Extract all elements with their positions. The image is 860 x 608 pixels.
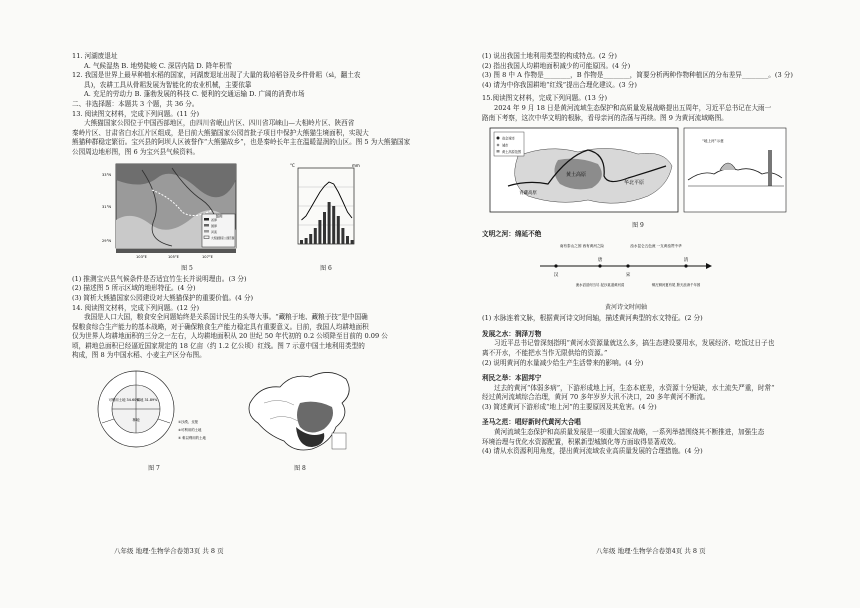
right-page <box>482 52 812 457</box>
q14-figures <box>94 363 424 473</box>
legend-title: 图例 <box>215 214 223 219</box>
yellow-river-map <box>488 126 788 216</box>
q14-text: 仅为世界人均耕地面积的三分之一左右，人均耕地面积从 20 世纪 50 年代初的 0.2 公顷降至目前的 0.09 公 <box>72 332 388 341</box>
q13-sub: (1) 推测宝兴县气候条件是否适宜竹生长并说明理由。(3 分) <box>72 274 247 283</box>
lon-label: 107°E <box>202 254 213 259</box>
q13-text: 大熊猫国家公园位于中国西部地区，由四川省岷山片区、四川省邛崃山—大相岭片区、陕西省 <box>84 119 355 128</box>
legend-item: 河流 <box>211 229 218 234</box>
timeline-bottom: 流水滔滔何当尽 泥沙莫道黄河清 <box>575 282 625 287</box>
q15-sub4: (4) 请从水资源利用角度，提出黄河流域农业高质量发展的合理措施。(4 分) <box>482 447 703 456</box>
section-develop: 发展之水：润泽万物 <box>482 329 542 338</box>
section-heading: 二、非选择题：本题共 3 个题，共 36 分。 <box>72 99 199 108</box>
climate-chart <box>286 160 366 260</box>
benefit-text: 过去的黄河“体弱多病”，下游形成地上河，生态本底差，水资源十分短缺，水土流失严重，时常“ <box>494 383 775 392</box>
figure-8-caption: 图 8 <box>294 464 306 472</box>
q13-sub: (3) 简析大熊猫国家公园建设对大熊猫保护的重要价值。(4 分) <box>72 293 254 302</box>
section-benefit: 利民之举：本固邦宁 <box>482 374 542 383</box>
temp-unit: °C <box>290 162 295 168</box>
q15-sub2: (2) 说明黄河的水量减少给生产生活带来的影响。(4 分) <box>482 358 644 367</box>
lat-label: 31°N <box>102 204 112 209</box>
legend-item: 大熊猫国家公园范围 <box>211 236 235 240</box>
q15-sub3: (3) 简述黄河下游形成“地上河”的主要原因及其危害。(4 分) <box>482 402 657 411</box>
q12-options: A. 充足的劳动力 B. 蓬勃发展的科技 C. 便利的交通运输 D. 广阔的消费市场 <box>84 90 305 99</box>
q14-title: 14. 阅读图文材料，完成下列问题。(12 分) <box>72 303 200 312</box>
timeline-bottom: 铜瓦铜河夏有尾 掀天浪涛千年固 <box>651 282 701 287</box>
q13-figures <box>102 160 424 274</box>
figure-5-caption: 图 5 <box>181 265 193 273</box>
develop-text: 习近平总书记曾深刻指明“黄河水资源量就这么多，搞生态建设要用水，发展经济、吃饭过日子也 <box>494 339 775 348</box>
q13-text: 秦岭片区、甘肃省白水江片区组成，是目前大熊猫国家公园首批子项目中保护大熊猫生境面积，实现大 <box>72 128 369 137</box>
figure-6-caption: 图 6 <box>320 265 332 273</box>
q14-text: 我国是人口大国，粮食安全问题始终是关系国计民生的头等大事。“藏粮于地、藏粮于技”是中国确 <box>84 313 368 322</box>
dynasty-label: 宋 <box>625 272 631 278</box>
q12-line: 具)，农耕工具从骨耜发展为智能化的农业机械，主要依靠 <box>84 80 252 89</box>
q14-sub: (4) 请为中你我国耕地“红线”提出合理化建议。(3 分) <box>482 80 637 89</box>
dynasty-label: 汉 <box>553 272 559 278</box>
page-footer-right: 八年级 地理·生物学合卷第4页 共 8 页 <box>596 547 706 555</box>
lon-label: 103°E <box>136 254 147 259</box>
region-label: 黄土高原 <box>565 172 587 179</box>
pie-label: 林地 <box>132 418 140 423</box>
lon-label: 105°E <box>168 254 179 259</box>
left-page <box>72 52 424 474</box>
pie-label: 耕地 31.89% <box>136 398 158 403</box>
q14-text: 保粮食综合生产能力的基本战略，对于确保粮食生产能力稳定具有重要意义。目前，我国人均耕地面积 <box>72 322 369 331</box>
q13-title: 13. 阅读图文材料，完成下列问题。(11 分) <box>72 109 200 118</box>
timeline <box>536 242 812 312</box>
q12-line: 12. 我国是世界上最早种植水稻的国家，河湖废退址出现了大量的栽培稻谷及乡件骨耜（sì，翻土农 <box>72 71 361 80</box>
pie-label: 可利用土地 34.60% <box>108 398 140 403</box>
legend-item: 国界 <box>211 223 218 228</box>
region-label: 青藏高原 <box>519 191 537 197</box>
future-text: 环境治理与优化水资源配置，积累新型城镇化等方面取得显著成效。 <box>482 437 680 446</box>
future-text: 黄河流域生态保护和高质量发展是一项重大国家战略，一系列举措围绕其不断推进，加强生态 <box>494 428 765 437</box>
timeline-top: 浊水昆仑五色流 一支黄浊贯中华 <box>630 243 682 248</box>
fig9-legend: 省会城市 <box>502 136 515 141</box>
timeline-top: 南有泰山之固 西有黄河之险 <box>559 243 605 248</box>
section-culture: 文明之河：绵延不绝 <box>482 230 542 239</box>
figure-7-caption: 图 7 <box>148 464 160 472</box>
q14-text: 顷，耕地总面积已经逼近国家规定的 18 亿亩（约 1.2 亿公顷）红线。图 7 示意中国土地利用类型的 <box>72 341 365 350</box>
dynasty-label: 唐 <box>597 257 603 263</box>
figure-8 <box>240 363 360 473</box>
q11-options: A. 气候湿热 B. 地势陡峻 C. 深居内陆 D. 降年积雪 <box>84 61 233 70</box>
land-use-pie <box>94 363 214 459</box>
precip-unit: mm <box>352 162 360 168</box>
pie-legend: ①沙漠、戈壁 <box>178 420 198 425</box>
figure-9 <box>488 126 812 230</box>
pie-legend: ②可利用的土地 <box>178 428 202 433</box>
q15-text: 2024 年 9 月 18 日是黄河流域生态保护和高质量发展战略提出五周年，习近平总书记在大雨一 <box>494 103 772 112</box>
q14-sub: (1) 说出我国土地利用类型的构成特点。(2 分) <box>482 52 617 60</box>
q15-sub1: (1) 水脉连着文脉，根据黄河诗文时间轴，描述黄河典型的水文特征。(2 分) <box>482 314 703 323</box>
q14-text: 构成，图 8 为中国水稻、小麦主产区分布图。 <box>72 351 206 360</box>
fig9-legend: 黄土高原范围 <box>502 150 522 155</box>
page-footer-left: 八年级 地理·生物学合卷第3页 共 8 页 <box>114 547 224 555</box>
pie-legend: ③ 难以利用的土地 <box>178 436 206 441</box>
figure-5 <box>102 160 272 274</box>
q14-sub: (3) 图 8 中 A 作物是________，B 作物是________，简要分析两种作物种植区的分布差异________。(3 分) <box>482 71 793 80</box>
q15-text: 路南下考察，这次中华文明的根脉，看母亲河的浩荡与再续。图 9 为黄河流域略图。 <box>482 113 728 122</box>
develop-text: 离不开水，不能把水当作无限供给的资源。” <box>482 348 608 357</box>
figure-6 <box>286 160 366 274</box>
region-label: 华北平原 <box>623 180 645 187</box>
lat-label: 29°N <box>102 238 112 243</box>
section-future: 圣马之范：唱好新时代黄河大合唱 <box>482 418 581 427</box>
timeline-caption: 黄河诗文时间轴 <box>604 303 647 311</box>
figure-9-caption: 图 9 <box>632 221 644 229</box>
q11-line: 11. 河湖废退址 <box>72 52 118 60</box>
q14-sub: (2) 指出我国人均耕地面积减少的可能原因。(4 分) <box>482 61 631 70</box>
fig9-legend: 城市 <box>502 143 509 148</box>
dynasty-label: 清 <box>683 257 689 263</box>
river-diagram-label: “地上河”示意 <box>702 139 724 144</box>
lat-label: 33°N <box>102 172 112 177</box>
poetry-timeline <box>536 242 716 298</box>
q13-sub: (2) 描述图 5 所示区域的地形特征。(4 分) <box>72 284 196 293</box>
figure-7 <box>94 363 214 473</box>
q13-text: 熊猫种群稳定繁衍。宝兴县的阿坝人区被誉作“大熊猫故乡”，也是秦岭长年主在温暖湿润的山区。图 5 为大熊猫国家 <box>72 138 411 147</box>
benefit-text: 经过黄河流域综合治理，黄河 70 多年岁岁大汛不决口，20 多年黄河不断流。 <box>482 393 710 402</box>
china-crop-map <box>240 363 360 459</box>
legend-item: 省界 <box>211 217 218 222</box>
q13-text: 公园周边地形图，图 6 为宝兴县气候资料。 <box>72 147 200 156</box>
q15-title: 15.阅读图文材料，完成下列问题。(13 分) <box>482 94 608 103</box>
terrain-map <box>102 160 272 260</box>
